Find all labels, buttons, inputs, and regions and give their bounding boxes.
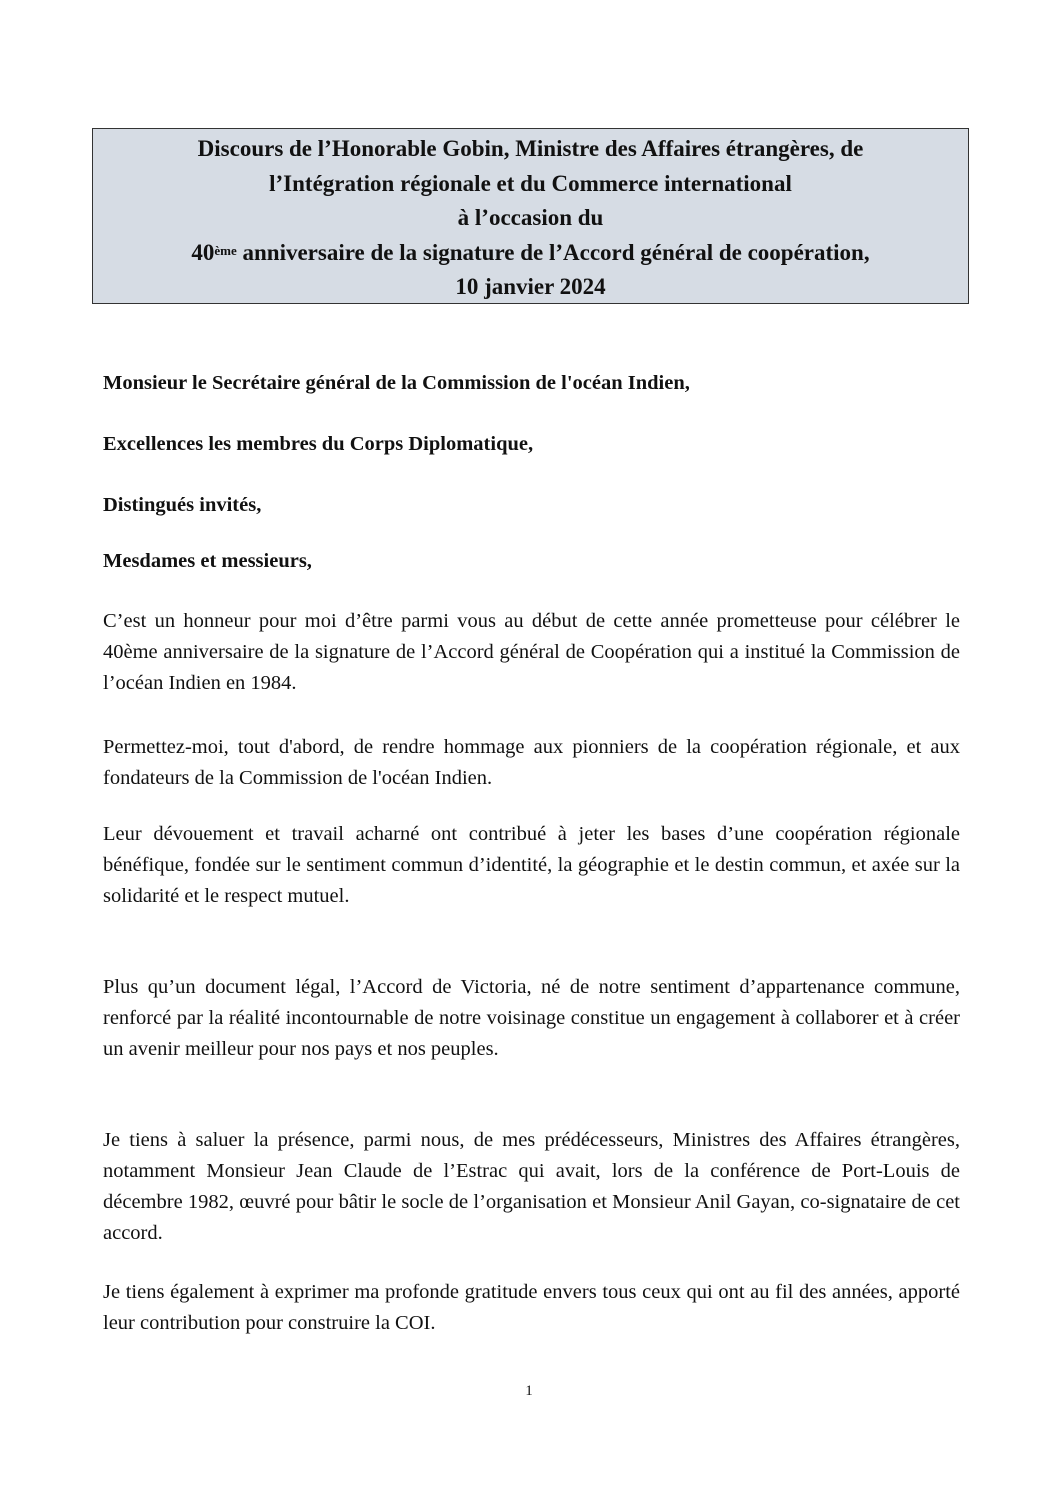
anniversary-text: anniversaire de la signature de l’Accord général de coopération, [236,239,870,265]
title-line-3: à l’occasion du [457,205,604,230]
paragraph-dedication: Leur dévouement et travail acharné ont contribué à jeter les bases d’une coopération régionale bénéfique, fondée sur le sentiment commun d’identité, la géographie et le destin commun, et axée sur la solidarité et le respect mutuel. [103,823,960,907]
page-number: 1 [525,1383,533,1399]
salutation-ladies-gentlemen: Mesdames et messieurs, [103,550,312,572]
salutation-secretary-general: Monsieur le Secrétaire général de la Commission de l'océan Indien, [103,372,690,394]
paragraph-predecessors: Je tiens à saluer la présence, parmi nous, de mes prédécesseurs, Ministres des Affaires étrangères, notamment Monsieur Jean Claude de l’Estrac qui avait, lors de la conférence de Port-Louis de décembre 1982, œuvré pour bâtir le socle de l’organisation et Monsieur Anil Gayan, co-signataire de cet accord. [103,1129,960,1244]
title-line-4 [93,236,968,271]
paragraph-tribute: Permettez-moi, tout d'abord, de rendre hommage aux pionniers de la coopération régionale, et aux fondateurs de la Commission de l'océan Indien. [103,736,960,789]
paragraph-victoria-accord: Plus qu’un document légal, l’Accord de Victoria, né de notre sentiment d’appartenance commune, renforcé par la réalité incontournable de notre voisinage constitue un engagement à collaborer et à créer un avenir meilleur pour nos pays et nos peuples. [103,976,960,1060]
salutation-guests: Distingués invités, [103,494,262,516]
speech-title-box [92,128,969,304]
salutation-diplomatic-corps: Excellences les membres du Corps Diplomatique, [103,433,534,455]
anniversary-number: 40 [191,239,215,265]
title-line-1: Discours de l’Honorable Gobin, Ministre des Affaires étrangères, de [197,136,864,161]
title-date: 10 janvier 2024 [455,274,606,299]
anniversary-suffix: ème [214,242,237,258]
paragraph-honour: C’est un honneur pour moi d’être parmi vous au début de cette année prometteuse pour célébrer le 40ème anniversaire de la signature de l’Accord général de Coopération qui a institué la Commission de l’océan Indien en 1984. [103,610,960,694]
paragraph-gratitude: Je tiens également à exprimer ma profonde gratitude envers tous ceux qui ont au fil des années, apporté leur contribution pour construire la COI. [103,1281,960,1334]
title-line-2: l’Intégration régionale et du Commerce international [269,170,792,196]
